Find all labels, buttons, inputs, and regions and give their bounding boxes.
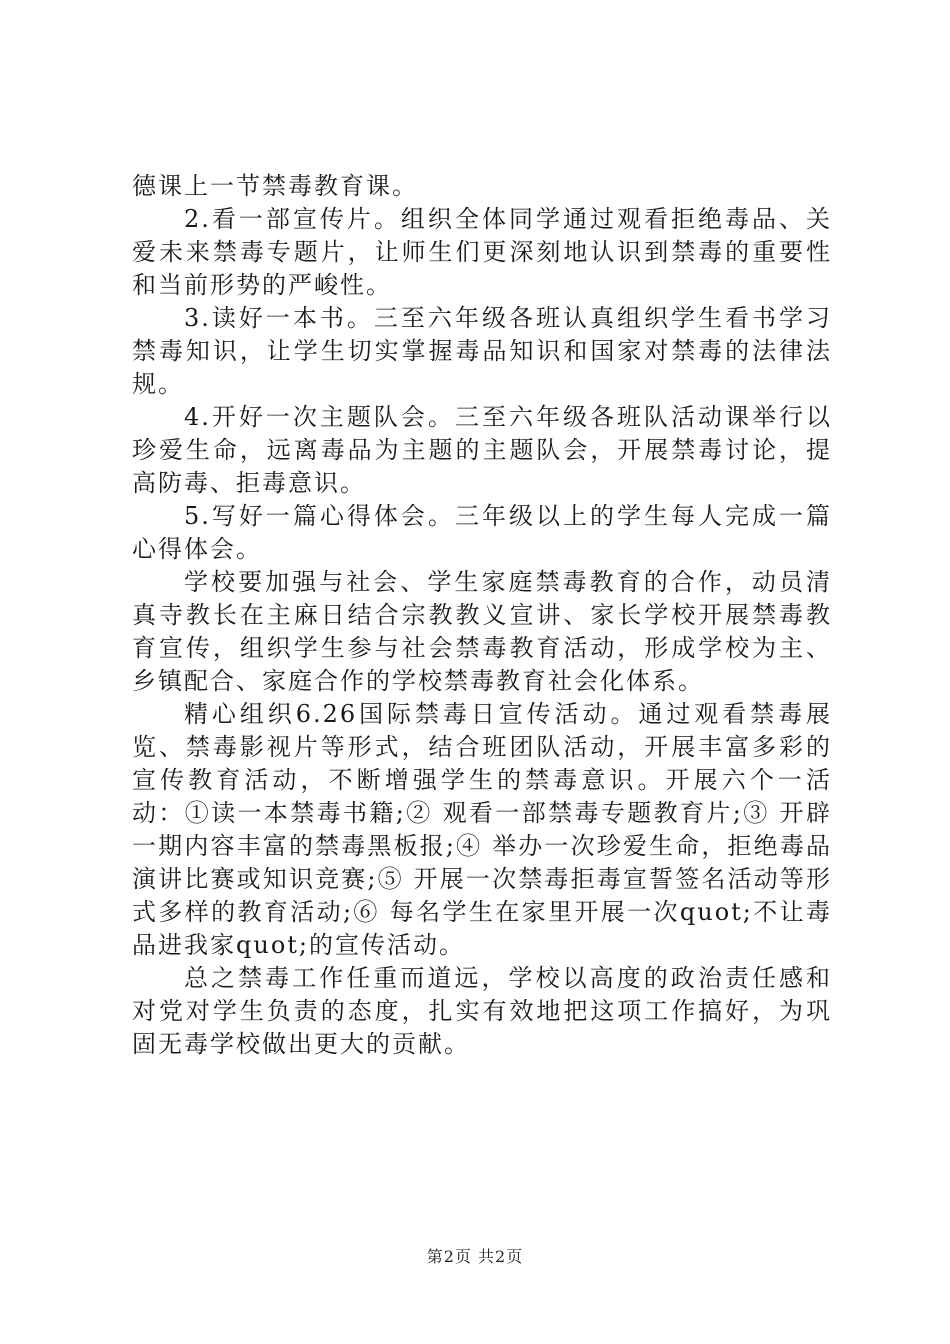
paragraph-item-5: 5.写好一篇心得体会。三年级以上的学生每人完成一篇心得体会。 (132, 502, 832, 563)
paragraph-item-4: 4.开好一次主题队会。三至六年级各班队活动课举行以珍爱生命，远离毒品为主题的主题队会，开展禁毒讨论，提高防毒、拒毒意识。 (132, 403, 832, 497)
paragraph-conclusion: 总之禁毒工作任重而道远，学校以高度的政治责任感和对党对学生负责的态度，扎实有效地把这项工作搞好，为巩固无毒学校做出更大的贡献。 (132, 964, 832, 1058)
page-number-footer: 第2页 共2页 (426, 1247, 524, 1266)
paragraph-continuation: 德课上一节禁毒教育课。 (132, 172, 418, 200)
paragraph-cooperation: 学校要加强与社会、学生家庭禁毒教育的合作，动员清真寺教长在主麻日结合宗教教义宣讲、家长学校开展禁毒教育宣传，组织学生参与社会禁毒教育活动，形成学校为主、乡镇配合、家庭合作的学校禁毒教育社会化体系。 (132, 568, 832, 695)
paragraph-item-2: 2.看一部宣传片。组织全体同学通过观看拒绝毒品、关爱未来禁毒专题片，让师生们更深刻地认识到禁毒的重要性和当前形势的严峻性。 (132, 205, 832, 299)
paragraph-item-3: 3.读好一本书。三至六年级各班认真组织学生看书学习禁毒知识，让学生切实掌握毒品知识和国家对禁毒的法律法规。 (132, 304, 832, 398)
paragraph-anti-drug-day: 精心组织6.26国际禁毒日宣传活动。通过观看禁毒展览、禁毒影视片等形式，结合班团队活动，开展丰富多彩的宣传教育活动，不断增强学生的禁毒意识。开展六个一活动：①读一本禁毒书籍;② 观看一部禁毒专题教育片;③ 开辟一期内容丰富的禁毒黑板报;④ 举办一次珍爱生命，拒绝毒品演讲比赛或知识竞赛;⑤ 开展一次禁毒拒毒宣誓签名活动等形式多样的教育活动;⑥ 每名学生在家里开展一次quot;不让毒品进我家quot;的宣传活动。 (132, 700, 832, 959)
document-body (132, 170, 832, 1061)
